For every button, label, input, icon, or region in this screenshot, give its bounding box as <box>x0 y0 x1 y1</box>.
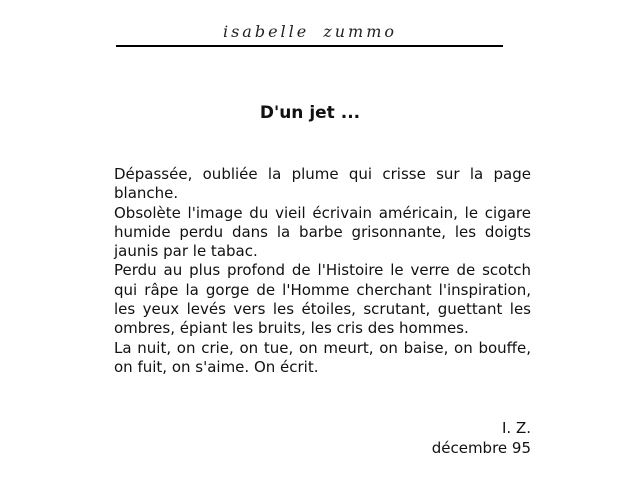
signature-initials: I. Z. <box>501 419 531 437</box>
signature-date: décembre 95 <box>431 439 531 457</box>
header-divider <box>116 45 503 47</box>
poem-body <box>114 165 531 377</box>
poem-paragraph-4: La nuit, on crie, on tue, on meurt, on baise, on bouffe, on fuit, on s'aime. On écrit. <box>114 338 531 376</box>
poem-title: D'un jet ... <box>259 103 361 123</box>
poem-paragraph-3: Perdu au plus profond de l'Histoire le verre de scotch qui râpe la gorge de l'Homme cherchant l'inspiration, les yeux levés vers les étoiles, scrutant, guettant les ombres, épiant les bruits, les cris des hommes. <box>114 261 531 338</box>
author-name: isabelle zummo <box>222 22 398 41</box>
poem-paragraph-1: Dépassée, oubliée la plume qui crisse sur la page blanche. <box>114 165 531 203</box>
signature-block <box>432 418 531 458</box>
poem-paragraph-2: Obsolète l'image du vieil écrivain américain, le cigare humide perdu dans la barbe grisonnante, les doigts jaunis par le tabac. <box>114 203 531 261</box>
